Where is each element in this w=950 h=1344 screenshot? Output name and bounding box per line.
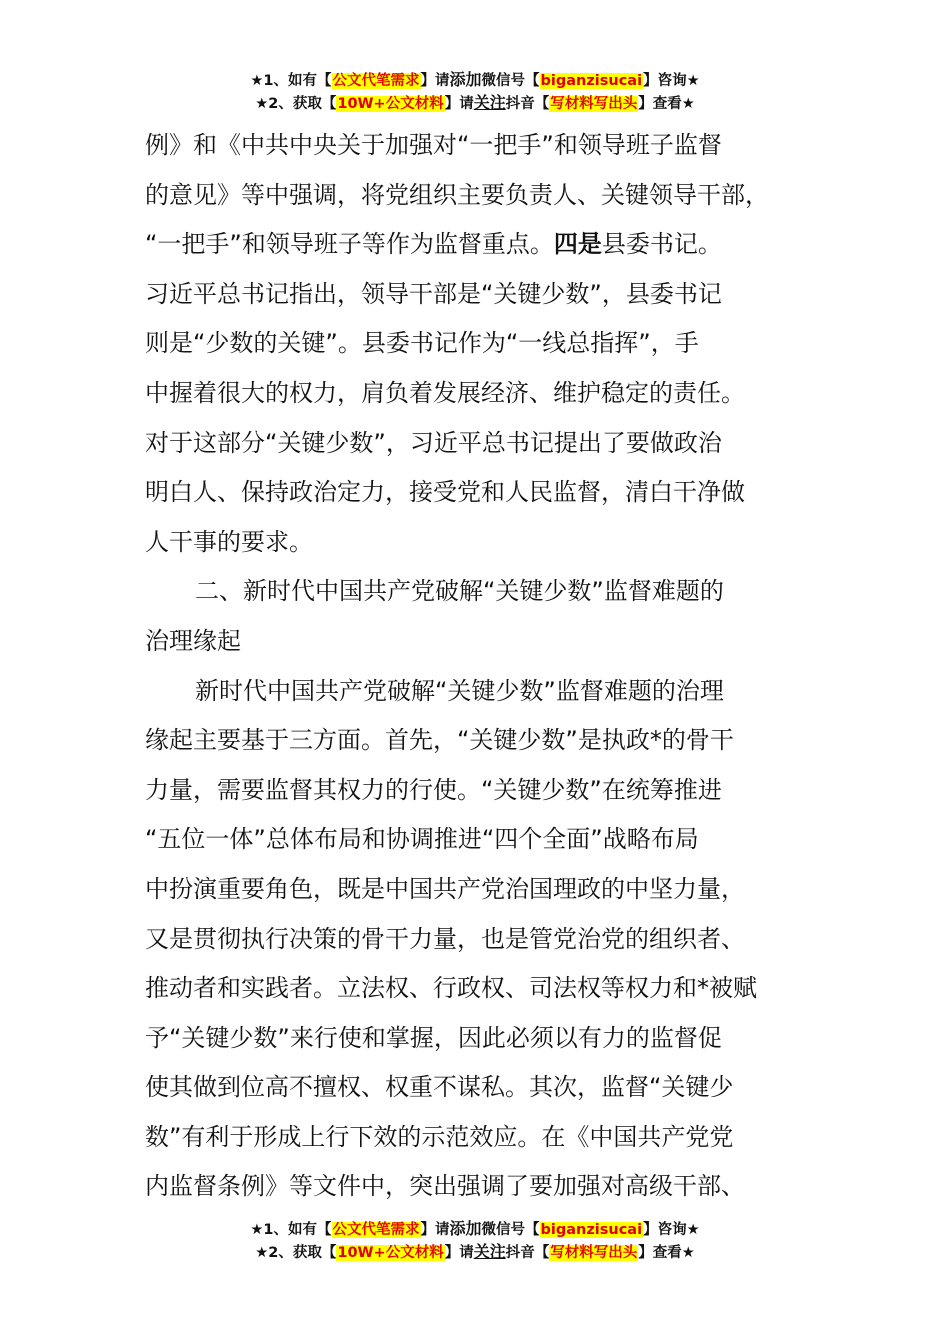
highlight-wechat-id: biganzisucai [540, 1222, 643, 1238]
section-heading: 二、新时代中国共产党破解“关键少数”监督难题的 [195, 577, 724, 606]
text-line: 力量，需要监督其权力的行使。“关键少数”在统筹推进 [145, 775, 722, 804]
document-body [145, 121, 810, 1212]
bold-marker: 四是 [553, 230, 602, 259]
text-line: 的意见》等中强调，将党组织主要负责人、关键领导干部， [145, 180, 769, 209]
highlight-materials: 10W+公文材料 [337, 1245, 444, 1261]
text-line: 则是“少数的关键”。县委书记作为“一线总指挥”，手 [145, 329, 699, 358]
text-line: 使其做到位高不擅权、权重不谋私。其次，监督“关键少 [145, 1073, 734, 1102]
highlight-service: 公文代笔需求 [332, 73, 420, 89]
text-line: “一把手”和领导班子等作为监督重点。四是县委书记。 [145, 230, 722, 259]
text-line: 明白人、保持政治定力，接受党和人民监督，清白干净做 [145, 478, 745, 507]
text-line: 又是贯彻执行决策的骨干力量，也是管党治党的组织者、 [145, 924, 745, 953]
highlight-douyin-id: 写材料写出头 [550, 1245, 638, 1261]
banner-line-1: ★1、如有【公文代笔需求】请添加微信号【biganzisucai】咨询★ [250, 70, 700, 89]
highlight-wechat-id: biganzisucai [540, 73, 643, 89]
text-line: 新时代中国共产党破解“关键少数”监督难题的治理 [195, 676, 724, 705]
text-line: 中握着很大的权力，肩负着发展经济、维护稳定的责任。 [145, 378, 745, 407]
banner-line-1: ★1、如有【公文代笔需求】请添加微信号【biganzisucai】咨询★ [250, 1219, 700, 1238]
text-line: 习近平总书记指出，领导干部是“关键少数”，县委书记 [145, 279, 722, 308]
text-line: “五位一体”总体布局和协调推进“四个全面”战略布局 [145, 825, 699, 854]
highlight-douyin-id: 写材料写出头 [550, 96, 638, 112]
header-banner [0, 69, 950, 115]
text-line: 例》和《中共中央关于加强对“一把手”和领导班子监督 [145, 131, 722, 159]
text-line: 内监督条例》等文件中，突出强调了要加强对高级干部、 [145, 1172, 745, 1201]
highlight-service: 公文代笔需求 [332, 1222, 420, 1238]
highlight-materials: 10W+公文材料 [337, 96, 444, 112]
text-line: 缘起主要基于三方面。首先，“关键少数”是执政*的骨干 [145, 726, 734, 755]
footer-banner [0, 1218, 950, 1264]
text-line: 对于这部分“关键少数”，习近平总书记提出了要做政治 [145, 428, 722, 457]
text-line: 人干事的要求。 [145, 527, 313, 556]
section-heading-cont: 治理缘起 [145, 626, 241, 655]
banner-line-2: ★2、获取【10W+公文材料】请关注抖音【写材料写出头】查看★ [255, 93, 695, 112]
text-line: 推动者和实践者。立法权、行政权、司法权等权力和*被赋 [145, 974, 757, 1003]
banner-line-2: ★2、获取【10W+公文材料】请关注抖音【写材料写出头】查看★ [255, 1242, 695, 1261]
text-line: 数”有利于形成上行下效的示范效应。在《中国共产党党 [145, 1122, 734, 1151]
text-line: 予“关键少数”来行使和掌握，因此必须以有力的监督促 [145, 1023, 722, 1052]
text-line: 中扮演重要角色，既是中国共产党治国理政的中坚力量， [145, 874, 745, 903]
